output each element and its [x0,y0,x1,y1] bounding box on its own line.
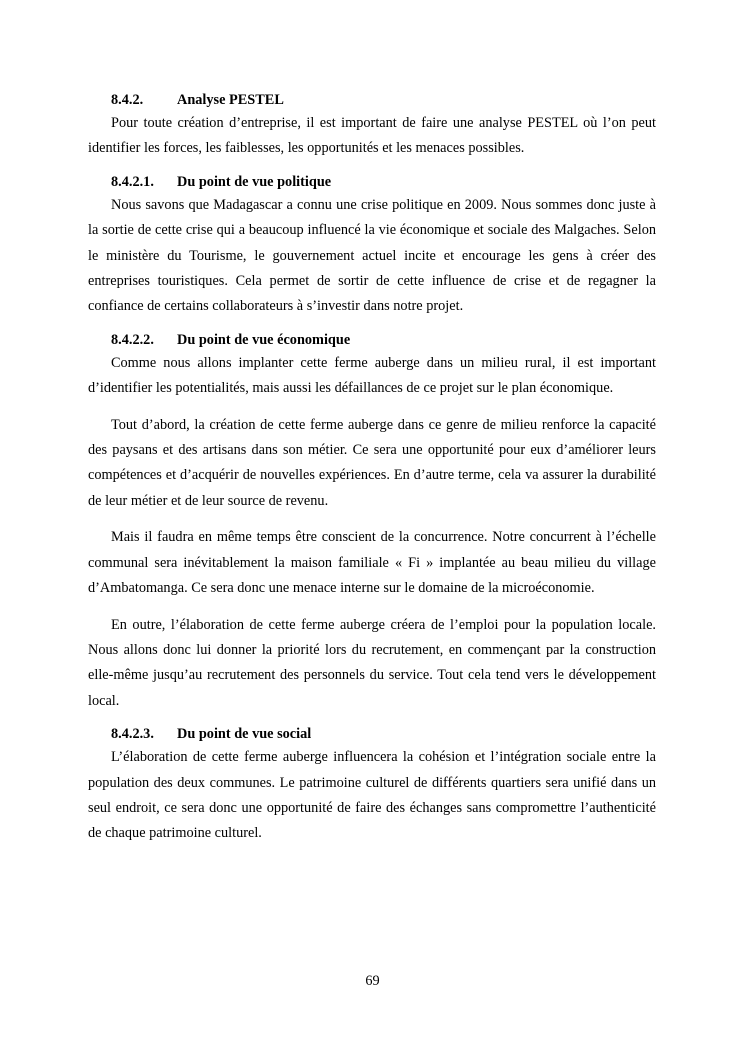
section-heading-8-4-2-1 [88,172,656,192]
section-number: 8.4.2.2. [111,331,154,348]
paragraph: Pour toute création d’entreprise, il est important de faire une analyse PESTEL où l’on peut identifier les forces, les faiblesses, les opportunités et les menaces possibles. [88,115,656,157]
paragraph: En outre, l’élaboration de cette ferme auberge créera de l’emploi pour la population locale. Nous allons donc lui donner la priorité lors du recrutement, en commençant par la construction elle-même jusqu’au recrutement des personnels du service. Tout cela tend vers le développement local. [88,616,656,709]
section-title: Du point de vue politique [177,173,332,190]
paragraph: Mais il faudra en même temps être conscient de la concurrence. Notre concurrent à l’échelle communal sera inévitablement la maison familiale « Fi » implantée au beau milieu du village d’Ambatomanga. Ce sera donc une menace interne sur le domaine de la microéconomie. [88,529,656,597]
paragraph: L’élaboration de cette ferme auberge influencera la cohésion et l’intégration sociale entre la population des deux communes. Le patrimoine culturel de différents quartiers sera unifié dans un seul endroit, ce sera donc une opportunité de faire des échanges sans compromettre l’authenticité de chaque patrimoine culturel. [88,749,656,842]
section-title: Analyse PESTEL [177,92,284,108]
paragraph: Nous savons que Madagascar a connu une crise politique en 2009. Nous sommes donc juste à la sortie de cette crise qui a beaucoup influencé la vie économique et sociale des Malgaches. Selon le ministère du Tourisme, le gouvernement actuel incite et encourage les gens à créer des entreprises touristiques. Cela permet de sortir de cette influence de crise et de regagner la confiance de certains collaborateurs à s’investir dans notre projet. [88,196,656,315]
section-number: 8.4.2.1. [111,173,154,190]
section-number: 8.4.2. [111,92,144,108]
section-heading-8-4-2-3 [88,724,656,744]
paragraph: Comme nous allons implanter cette ferme auberge dans un milieu rural, il est important d’identifier les potentialités, mais aussi les défaillances de ce projet sur le plan économique. [88,354,656,397]
section-heading-8-4-2-2 [88,330,656,350]
section-title: Du point de vue social [177,726,312,743]
section-number: 8.4.2.3. [111,726,154,743]
section-heading-8-4-2 [88,90,656,110]
section-title: Du point de vue économique [177,331,351,348]
paragraph: Tout d’abord, la création de cette ferme auberge dans ce genre de milieu renforce la capacité des paysans et des artisans dans son métier. Ce sera une opportunité pour eux d’améliorer leurs compétences et d’acquérir de nouvelles expériences. En d’autre terme, cela va assurer la durabilité de leur métier et de leur source de revenu. [88,416,656,509]
document-page [88,88,656,847]
page-number: 69 [365,973,380,989]
